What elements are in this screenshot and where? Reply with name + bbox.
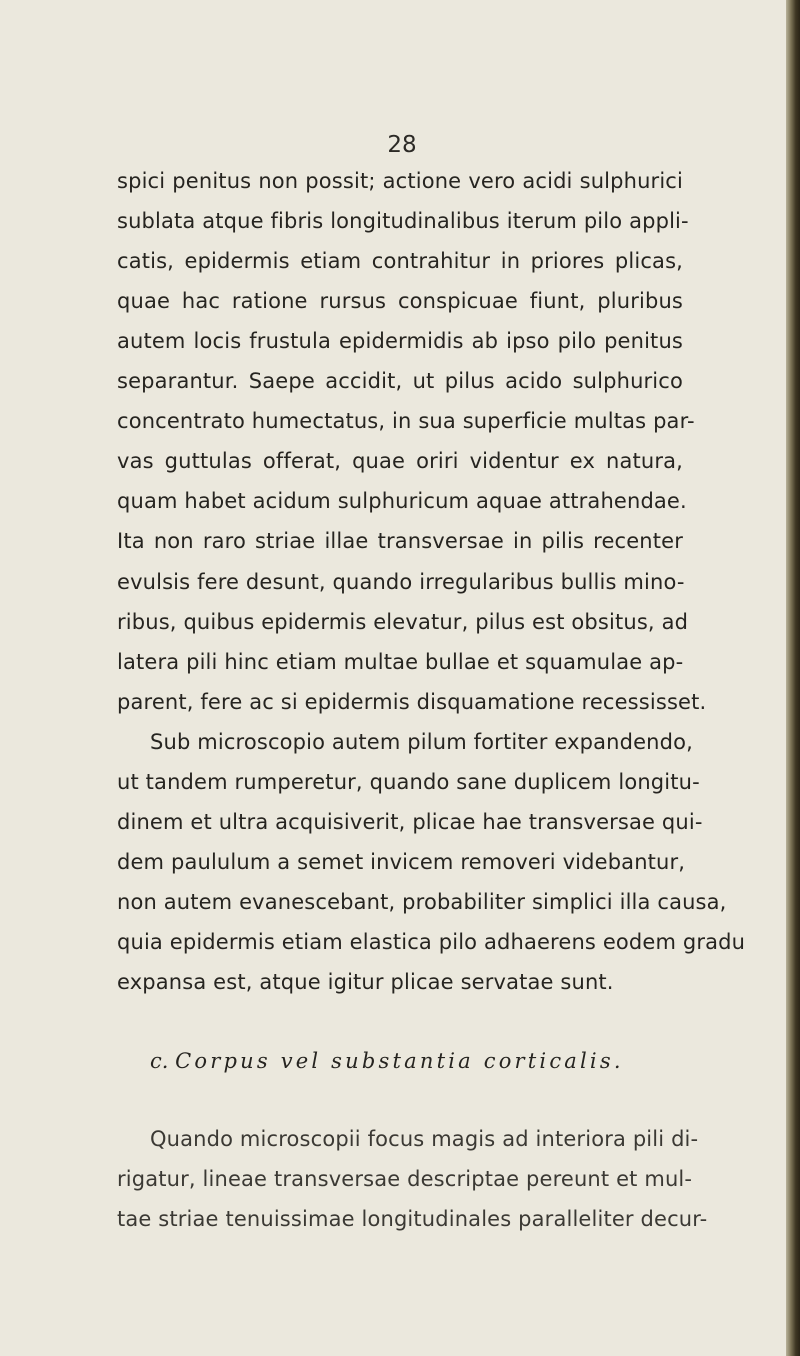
text-line: quae hac ratione rursus conspicuae fiunt, pluribus [117, 289, 683, 313]
section-title: Corpus vel substantia corticalis. [175, 1049, 624, 1073]
text-line: dinem et ultra acquisiverit, plicae hae transversae qui- [117, 810, 703, 834]
text-line: ut tandem rumperetur, quando sane duplicem longitu- [117, 770, 700, 794]
text-line: quia epidermis etiam elastica pilo adhaerens eodem gradu [117, 930, 746, 954]
page-binding-edge [786, 0, 800, 1356]
text-line: spici penitus non possit; actione vero acidi sulphurici [117, 169, 683, 193]
text-line: Sub microscopio autem pilum fortiter expandendo, [150, 730, 693, 754]
text-line: concentrato humectatus, in sua superficie multas par- [117, 409, 695, 433]
text-line: Quando microscopii focus magis ad interiora pili di- [150, 1127, 699, 1151]
page-number: 28 [387, 132, 417, 158]
text-line: expansa est, atque igitur plicae servatae sunt. [117, 970, 614, 994]
text-line: ribus, quibus epidermis elevatur, pilus est obsitus, ad [117, 610, 689, 634]
text-line: tae striae tenuissimae longitudinales paralleliter decur- [117, 1207, 708, 1231]
text-line: separantur. Saepe accidit, ut pilus acido sulphurico [117, 369, 683, 393]
section-marker: c. [150, 1049, 169, 1073]
text-line: autem locis frustula epidermidis ab ipso pilo penitus [117, 329, 683, 353]
text-line: dem paululum a semet invicem removeri videbantur, [117, 850, 686, 874]
text-line: Ita non raro striae illae transversae in pilis recenter [117, 529, 683, 553]
text-line: sublata atque fibris longitudinalibus iterum pilo appli- [117, 209, 689, 233]
text-line: rigatur, lineae transversae descriptae pereunt et mul- [117, 1167, 693, 1191]
text-line: latera pili hinc etiam multae bullae et squamulae ap- [117, 650, 684, 674]
text-line: catis, epidermis etiam contrahitur in priores plicas, [117, 249, 683, 273]
section-heading [150, 1046, 670, 1076]
text-line: non autem evanescebant, probabiliter simplici illa causa, [117, 890, 727, 914]
text-line: quam habet acidum sulphuricum aquae attrahendae. [117, 489, 687, 513]
text-line: evulsis fere desunt, quando irregularibus bullis mino- [117, 570, 685, 594]
text-line: vas guttulas offerat, quae oriri videntur ex natura, [117, 449, 683, 473]
text-line: parent, fere ac si epidermis disquamatione recessisset. [117, 690, 707, 714]
